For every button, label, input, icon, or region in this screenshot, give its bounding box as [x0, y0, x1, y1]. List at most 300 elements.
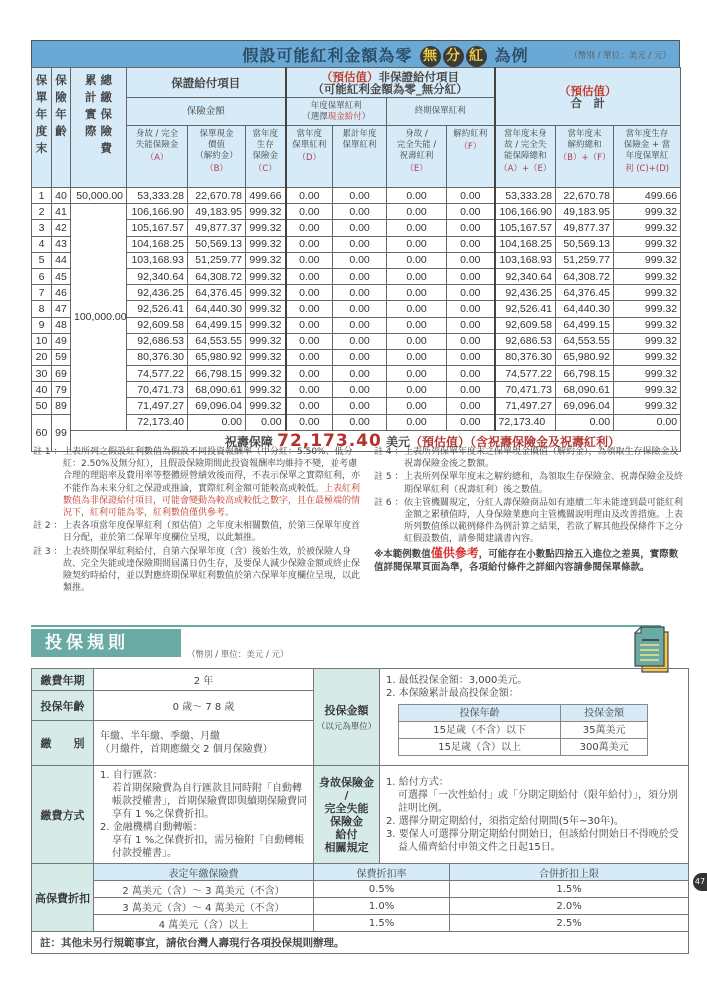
discount-row	[32, 915, 689, 932]
cell-value: 49,877.37	[188, 220, 246, 236]
cell-value: 64,553.55	[556, 333, 614, 349]
non-guaranteed-estimate: （預估值）	[321, 69, 379, 84]
cell-value: 999.32	[614, 349, 681, 365]
column-header-label: 當年度末身 故 / 完全失 能保障總和	[504, 129, 547, 161]
death-rule-line: 3. 要保人可選擇分期定期給付開始日，但該給付開始日不得晚於受益人備齊給付申領文件之日起15日。	[386, 828, 679, 853]
cell-value: 69,096.04	[556, 398, 614, 414]
cell-value: 103,168.93	[495, 252, 556, 268]
cell-value: 999.32	[246, 366, 286, 382]
cell-value: 64,308.72	[188, 268, 246, 284]
cell-age: 79	[52, 382, 71, 398]
method-line: 享有 1 %之保費折扣，需另檢附「自動轉帳付款授權書」。	[112, 835, 305, 859]
cell-value: 0.00	[447, 204, 495, 220]
cell-value: 64,308.72	[556, 268, 614, 284]
cell-value: 0.00	[286, 398, 333, 414]
cell-value: 92,526.41	[495, 301, 556, 317]
cell-value: 999.32	[614, 204, 681, 220]
header-policy-year-end	[32, 68, 52, 188]
discount-rate: 1.5%	[314, 915, 450, 932]
table-title-bar	[31, 40, 680, 67]
cell-value: 66,798.15	[188, 366, 246, 382]
title-badge-3: 紅	[466, 46, 487, 67]
cell-policy-year: 4	[32, 236, 52, 252]
table-row	[32, 268, 681, 284]
column-header	[447, 126, 495, 188]
cell-value: 999.32	[246, 398, 286, 414]
cell-value: 80,376.30	[127, 349, 188, 365]
header-total	[495, 68, 681, 126]
cell-age: 69	[52, 366, 71, 382]
cell-value: 0.00	[447, 317, 495, 333]
cell-value: 50,569.13	[556, 236, 614, 252]
cell-value: 0.00	[387, 268, 447, 284]
column-header-code: （E）	[405, 164, 428, 174]
death-label-line: /	[344, 788, 349, 802]
cell-value: 0.00	[447, 398, 495, 414]
cell-value: 0.00	[333, 188, 387, 204]
method-line: 若首期保險費為自行匯款且同時附「自動轉帳款授權書」，首期保險費即與續期保險費同享有 1 %之保費折扣。	[112, 783, 307, 820]
cell-policy-year: 2	[32, 204, 52, 220]
column-header-label: 保單現金 價值 （解約金）	[195, 129, 238, 161]
cell-value: 0.00	[286, 188, 333, 204]
column-header-code: 利 (C)+(D)	[625, 164, 670, 174]
cell-value: 64,499.15	[556, 317, 614, 333]
cell-value: 0.00	[286, 366, 333, 382]
cell-value: 999.32	[614, 236, 681, 252]
cell-value: 64,440.30	[188, 301, 246, 317]
cell-value: 999.32	[614, 268, 681, 284]
summary-note: （預估值）（含祝壽保險金及祝壽紅利）	[410, 434, 621, 449]
header-char: 齡	[55, 124, 67, 138]
cell-cumulative-premium: 100,000.00	[71, 204, 127, 431]
cell-policy-year: 30	[32, 366, 52, 382]
title-badge-2: 分	[443, 46, 464, 67]
cell-value: 999.32	[246, 268, 286, 284]
cell-value: 0.00	[333, 398, 387, 414]
note-tag: 註 6 ：	[374, 497, 404, 508]
cell-value: 999.32	[246, 220, 286, 236]
discount-premium: 3 萬美元（含）～ 4 萬美元（不含）	[94, 898, 314, 915]
cell-value: 0.00	[333, 349, 387, 365]
cell-value: 64,376.45	[556, 285, 614, 301]
note-tag: 註 3 ：	[33, 546, 63, 557]
note-item	[33, 520, 363, 544]
cell-value: 0.00	[387, 252, 447, 268]
cell-value: 51,259.77	[556, 252, 614, 268]
note-text	[63, 446, 363, 519]
note-text: 上表所列保單年度末之保單現金價值（解約金），為領取生存保險金及祝壽保險金後之數額。	[404, 447, 679, 470]
star-note-emphasis: 僅供參考	[430, 545, 479, 560]
cell-value: 0.00	[333, 252, 387, 268]
death-benefit-label	[314, 766, 380, 864]
cell-value: 0.00	[387, 349, 447, 365]
pay-period-label: 繳費年期	[32, 669, 94, 691]
cell-value: 0.00	[333, 414, 387, 430]
method-line: 2. 金融機構自動轉帳：	[100, 822, 203, 833]
cell-age: 99	[52, 414, 71, 451]
note-body: 上表終期保單紅利給付，自第六保單年度（含）後始生效，於被保險人身故、完全失能或達保險期間屆滿日仍生存，及要保人減少保險金額或終止保險契約時給付，並以對應終期保單紅利數值於第六保單年度欄位呈現，以此類推。	[63, 546, 361, 594]
cell-value: 0.00	[333, 317, 387, 333]
discount-header-premium: 表定年繳保險費	[94, 864, 314, 881]
death-rule-line: 可選擇「一次性給付」或「分期定期給付（限年給付）」，須分別註明比例。	[398, 789, 679, 814]
header-insured-age	[52, 68, 71, 188]
header-char: 保	[35, 73, 48, 87]
cell-value: 106,166.90	[127, 204, 188, 220]
column-header-label: 解約紅利	[453, 129, 488, 139]
cell-value: 999.32	[246, 204, 286, 220]
max-sum-insured: 2. 本保險累計最高投保金額：	[386, 688, 519, 699]
cell-value: 999.32	[614, 301, 681, 317]
cell-value: 0.00	[447, 236, 495, 252]
discount-premium: 4 萬美元（含）以上	[94, 915, 314, 932]
cell-policy-year: 50	[32, 398, 52, 414]
cell-value: 0.00	[387, 204, 447, 220]
note-item	[374, 497, 686, 546]
page-number-tab: 47	[693, 873, 707, 891]
cell-value: 105,167.57	[127, 220, 188, 236]
cell-age: 43	[52, 236, 71, 252]
cell-value: 49,183.95	[188, 204, 246, 220]
non-guaranteed-title: 非保證給付項目	[378, 69, 460, 84]
cell-value: 106,166.90	[495, 204, 556, 220]
column-header	[188, 126, 246, 188]
cell-value: 999.32	[614, 382, 681, 398]
rules-divider	[31, 625, 661, 627]
column-header-code: （D）	[297, 153, 322, 163]
cell-value: 0.00	[286, 252, 333, 268]
header-guaranteed-benefits: 保證給付項目	[127, 68, 286, 98]
cell-value: 999.32	[614, 333, 681, 349]
cell-value: 80,376.30	[495, 349, 556, 365]
title-badge-1: 無	[420, 46, 441, 67]
header-char: 末	[35, 141, 48, 155]
table-row	[32, 382, 681, 398]
cell-policy-year: 8	[32, 301, 52, 317]
cell-age: 59	[52, 349, 71, 365]
cell-value: 0.00	[246, 414, 286, 430]
cell-value: 53,333.28	[127, 188, 188, 204]
cell-value: 999.32	[246, 252, 286, 268]
monthly-mode-note: （月繳件，首期應繳交 2 個月保險費）	[100, 744, 273, 755]
notes-left	[33, 446, 363, 595]
cell-policy-year: 60	[32, 414, 52, 451]
column-header-label: 身故 / 完全 失能保險金	[135, 129, 179, 150]
cell-value: 53,333.28	[495, 188, 556, 204]
sum-insured-unit: （以元為單位）	[316, 722, 377, 732]
cell-value: 92,436.25	[127, 285, 188, 301]
cell-value: 51,259.77	[188, 252, 246, 268]
cell-age: 40	[52, 188, 71, 204]
cell-value: 0.00	[286, 268, 333, 284]
cell-age: 48	[52, 317, 71, 333]
issue-age-label: 投保年齡	[32, 691, 94, 721]
cell-value: 68,090.61	[556, 382, 614, 398]
header-cumulative-premium: 累 總 計 繳 實 保 際 險 費	[71, 68, 127, 188]
currency-unit: （幣別 / 單位：美元 / 元）	[569, 51, 671, 61]
discount-cap: 2.0%	[450, 898, 689, 915]
cell-value: 499.66	[246, 188, 286, 204]
death-rule-line: 2. 選擇分期定期給付，須指定給付期間(5年~30年)。	[386, 815, 625, 827]
cell-value: 0.00	[387, 301, 447, 317]
cell-value: 105,167.57	[495, 220, 556, 236]
cell-value: 65,980.92	[188, 349, 246, 365]
cell-value: 999.32	[614, 366, 681, 382]
cell-policy-year: 1	[32, 188, 52, 204]
header-char: 度	[35, 124, 48, 138]
discount-row	[32, 881, 689, 898]
discount-header-rate: 保費折扣率	[314, 864, 450, 881]
cell-value: 69,096.04	[188, 398, 246, 414]
cell-value: 0.00	[447, 220, 495, 236]
total-title: 合 計	[570, 95, 606, 110]
cell-value: 71,497.27	[127, 398, 188, 414]
column-header	[333, 126, 387, 188]
underwriting-rules-table	[31, 668, 689, 954]
cell-value: 92,609.58	[127, 317, 188, 333]
cell-policy-year: 40	[32, 382, 52, 398]
death-label-line: 保險金	[330, 814, 364, 828]
header-sum-insured: 保險金額	[127, 98, 286, 126]
cell-value: 0.00	[286, 236, 333, 252]
cell-value: 0.00	[333, 220, 387, 236]
cell-value: 0.00	[387, 382, 447, 398]
cell-value: 0.00	[286, 382, 333, 398]
discount-row	[32, 898, 689, 915]
cell-policy-year: 20	[32, 349, 52, 365]
cell-value: 0.00	[614, 414, 681, 430]
cell-value: 999.32	[614, 220, 681, 236]
table-row	[32, 188, 681, 204]
cell-value: 0.00	[333, 301, 387, 317]
death-label-line: 身故保險金	[319, 775, 375, 789]
discount-premium: 2 萬美元（含）～ 3 萬美元（不含）	[94, 881, 314, 898]
cell-value: 0.00	[387, 333, 447, 349]
discount-rate: 0.5%	[314, 881, 450, 898]
note-text: 上表所列保單年度末之解約總和，為領取生存保險金、祝壽保險金及終期保單紅利（祝壽紅利）後之數值。	[404, 472, 684, 495]
header-char: 年	[55, 107, 67, 121]
cell-value: 999.32	[246, 382, 286, 398]
cell-policy-year: 5	[32, 252, 52, 268]
cell-value: 72,173.40	[127, 414, 188, 430]
cell-value: 0.00	[447, 268, 495, 284]
note-text: 依主管機關規定，分紅人壽保險商品如有連續二年未能達到最可能紅利金額之累積值時，人身保險業應向主管機關說明理由及改善措施。上表所列數值係以範例條件為例計算之結果，若欲了解其他投保條件下之分紅假設數值，請參閱建議書內容。	[404, 497, 684, 545]
column-header-label: 當年度生存 保險金 + 當 年度保單紅	[623, 129, 671, 161]
table-row	[32, 398, 681, 414]
table-row	[32, 317, 681, 333]
header-char: 年	[35, 107, 48, 121]
annual-dividend-choice-pre: （選擇	[302, 111, 328, 122]
rules-title: 投保規則	[31, 629, 181, 657]
cell-age: 42	[52, 220, 71, 236]
cell-value: 49,877.37	[556, 220, 614, 236]
cell-value: 499.66	[614, 188, 681, 204]
cell-value: 999.32	[246, 349, 286, 365]
column-header-label: 當年度 生存 保險金	[252, 129, 279, 161]
summary-label: 祝壽保障	[224, 434, 273, 449]
cell-value: 0.00	[387, 366, 447, 382]
cell-age: 44	[52, 252, 71, 268]
cell-policy-year: 10	[32, 333, 52, 349]
column-header-code: （B）+（F）	[558, 153, 611, 163]
note-body: 上表所列之假設紅利數值為假設不同投資報酬率（中分紅：5.50%、低分紅：2.50%及無分紅），且假設保險期間此投資報酬率均維持不變，並考慮合理的理賠率及費用率等整體經營績效後而得，不表示保單之實際紅利，亦不能作為未來分紅之保證或推論，實際紅利金額可能較高或較低。	[63, 447, 361, 494]
cell-value: 22,670.78	[556, 188, 614, 204]
summary-currency: 美元	[386, 434, 411, 449]
annual-dividend-choice-cash: 現金給付	[327, 111, 362, 122]
table-row	[32, 414, 681, 430]
cell-value: 0.00	[387, 285, 447, 301]
method-line: 1. 自行匯款：	[100, 770, 163, 781]
cell-value: 999.32	[614, 285, 681, 301]
cell-value: 64,376.45	[188, 285, 246, 301]
cell-value: 0.00	[447, 188, 495, 204]
cell-value: 0.00	[286, 349, 333, 365]
cell-value: 66,798.15	[556, 366, 614, 382]
cell-policy-year: 9	[32, 317, 52, 333]
total-estimate: （預估值）	[559, 83, 617, 98]
cell-cumulative-premium: 50,000.00	[71, 188, 127, 204]
cell-value: 70,471.73	[495, 382, 556, 398]
cell-value: 999.32	[246, 317, 286, 333]
note-tag: 註 2 ：	[33, 521, 63, 532]
cell-value: 92,526.41	[127, 301, 188, 317]
dividend-illustration-section	[31, 40, 680, 452]
note-item	[374, 471, 686, 495]
discount-rate: 1.0%	[314, 898, 450, 915]
column-header-code: （B）	[205, 164, 228, 174]
cell-value: 0.00	[286, 317, 333, 333]
rules-currency-unit: （幣別 / 單位：美元 / 元）	[187, 650, 289, 660]
cell-value: 999.32	[614, 317, 681, 333]
cell-value: 0.00	[447, 301, 495, 317]
cell-value: 0.00	[387, 398, 447, 414]
table-row	[32, 252, 681, 268]
sum-insured-label	[314, 669, 380, 766]
cell-value: 0.00	[447, 382, 495, 398]
cell-value: 50,569.13	[188, 236, 246, 252]
cell-value: 92,436.25	[495, 285, 556, 301]
payment-method-value	[94, 766, 314, 864]
payment-mode-label: 繳 別	[32, 721, 94, 766]
cell-value: 999.32	[246, 285, 286, 301]
cell-value: 0.00	[286, 220, 333, 236]
cell-age: 45	[52, 268, 71, 284]
note-warning: 上表紅利數值為非保證給付項目，可能會變動為較高或較低之數字，且在最極端的情況下，紅利可能為零，紅利數值僅供參考。	[63, 483, 361, 519]
cell-policy-year: 7	[32, 285, 52, 301]
title-prefix: 假設可能紅利金額為零	[242, 46, 413, 65]
header-non-guaranteed	[286, 68, 495, 98]
cell-value: 104,168.25	[495, 236, 556, 252]
cell-value: 92,609.58	[495, 317, 556, 333]
death-label-line: 給付	[335, 827, 358, 841]
cell-value: 49,183.95	[556, 204, 614, 220]
note-tag: 註 1 ：	[33, 447, 63, 457]
inner-row	[399, 722, 648, 739]
sum-insured-rules	[380, 669, 689, 766]
cell-value: 71,497.27	[495, 398, 556, 414]
cell-value: 92,340.64	[495, 268, 556, 284]
cell-value: 104,168.25	[127, 236, 188, 252]
cell-value: 92,686.53	[495, 333, 556, 349]
cell-value: 0.00	[447, 285, 495, 301]
annual-dividend-choice-post: ）	[361, 111, 371, 122]
cell-age: 46	[52, 285, 71, 301]
death-label-line: 相關規定	[324, 840, 369, 854]
cell-value: 68,090.61	[188, 382, 246, 398]
cell-value: 74,577.22	[495, 366, 556, 382]
column-header-code: （F）	[459, 142, 482, 152]
non-guaranteed-sub: （可能紅利金額為零_無分紅）	[312, 81, 468, 96]
header-char: 單	[35, 90, 48, 104]
payment-mode-value	[94, 721, 314, 766]
cell-value: 0.00	[387, 188, 447, 204]
death-rule-line: 1. 給付方式：	[386, 776, 449, 788]
dividend-table	[31, 67, 681, 452]
inner-cell-age: 15足歲（不含）以下	[399, 722, 561, 739]
discount-cap: 1.5%	[450, 881, 689, 898]
discount-header-cap: 合併折扣上限	[450, 864, 689, 881]
high-premium-discount-label: 高保費折扣	[32, 864, 94, 932]
cell-age: 41	[52, 204, 71, 220]
sum-insured-label-text: 投保金額	[324, 704, 369, 717]
cell-value: 64,553.55	[188, 333, 246, 349]
cell-value: 64,499.15	[188, 317, 246, 333]
cell-value: 0.00	[447, 414, 495, 430]
table-row	[32, 333, 681, 349]
cell-value: 72,173.40	[495, 414, 556, 430]
cell-value: 0.00	[387, 220, 447, 236]
note-text	[63, 520, 363, 544]
cell-age: 47	[52, 301, 71, 317]
payment-method-label: 繳費方式	[32, 766, 94, 864]
column-header	[246, 126, 286, 188]
cell-value: 0.00	[447, 333, 495, 349]
table-row	[32, 204, 681, 220]
inner-cell-age: 15足歲（含）以上	[399, 739, 561, 756]
column-header-label: 當年度 保單紅利	[292, 129, 327, 150]
document-icon	[632, 624, 670, 674]
cell-value: 0.00	[447, 349, 495, 365]
note-item	[374, 446, 686, 470]
cell-value: 999.32	[614, 252, 681, 268]
reference-only-note	[374, 547, 686, 574]
cell-value: 92,340.64	[127, 268, 188, 284]
pay-period-value: 2 年	[94, 669, 314, 691]
header-char: 保	[55, 73, 67, 87]
cell-value: 999.32	[246, 333, 286, 349]
cell-value: 0.00	[333, 285, 387, 301]
cell-policy-year: 6	[32, 268, 52, 284]
cell-value: 0.00	[286, 204, 333, 220]
column-header	[127, 126, 188, 188]
star-note-post: ，可能存在小數點四捨五入進位之差異，實際數值詳閱保單頁面為準，各項給付條件之詳細內容請參閱保單條款。	[374, 548, 679, 573]
summary-amount: 72,173.40	[277, 430, 382, 451]
table-row	[32, 285, 681, 301]
title-suffix: 為例	[494, 46, 529, 65]
column-header-code: （A）	[145, 153, 169, 163]
cell-value: 999.32	[246, 236, 286, 252]
cell-policy-year: 3	[32, 220, 52, 236]
column-header	[387, 126, 447, 188]
table-row	[32, 301, 681, 317]
cell-value: 999.32	[614, 398, 681, 414]
cell-value: 64,440.30	[556, 301, 614, 317]
note-text	[63, 546, 363, 595]
note-tag: 註 5 ：	[374, 472, 404, 483]
column-header-code: （A）+（E）	[499, 164, 552, 174]
cell-value: 74,577.22	[127, 366, 188, 382]
cell-value: 0.00	[333, 204, 387, 220]
star-note-pre: ※本範例數值	[374, 548, 431, 560]
